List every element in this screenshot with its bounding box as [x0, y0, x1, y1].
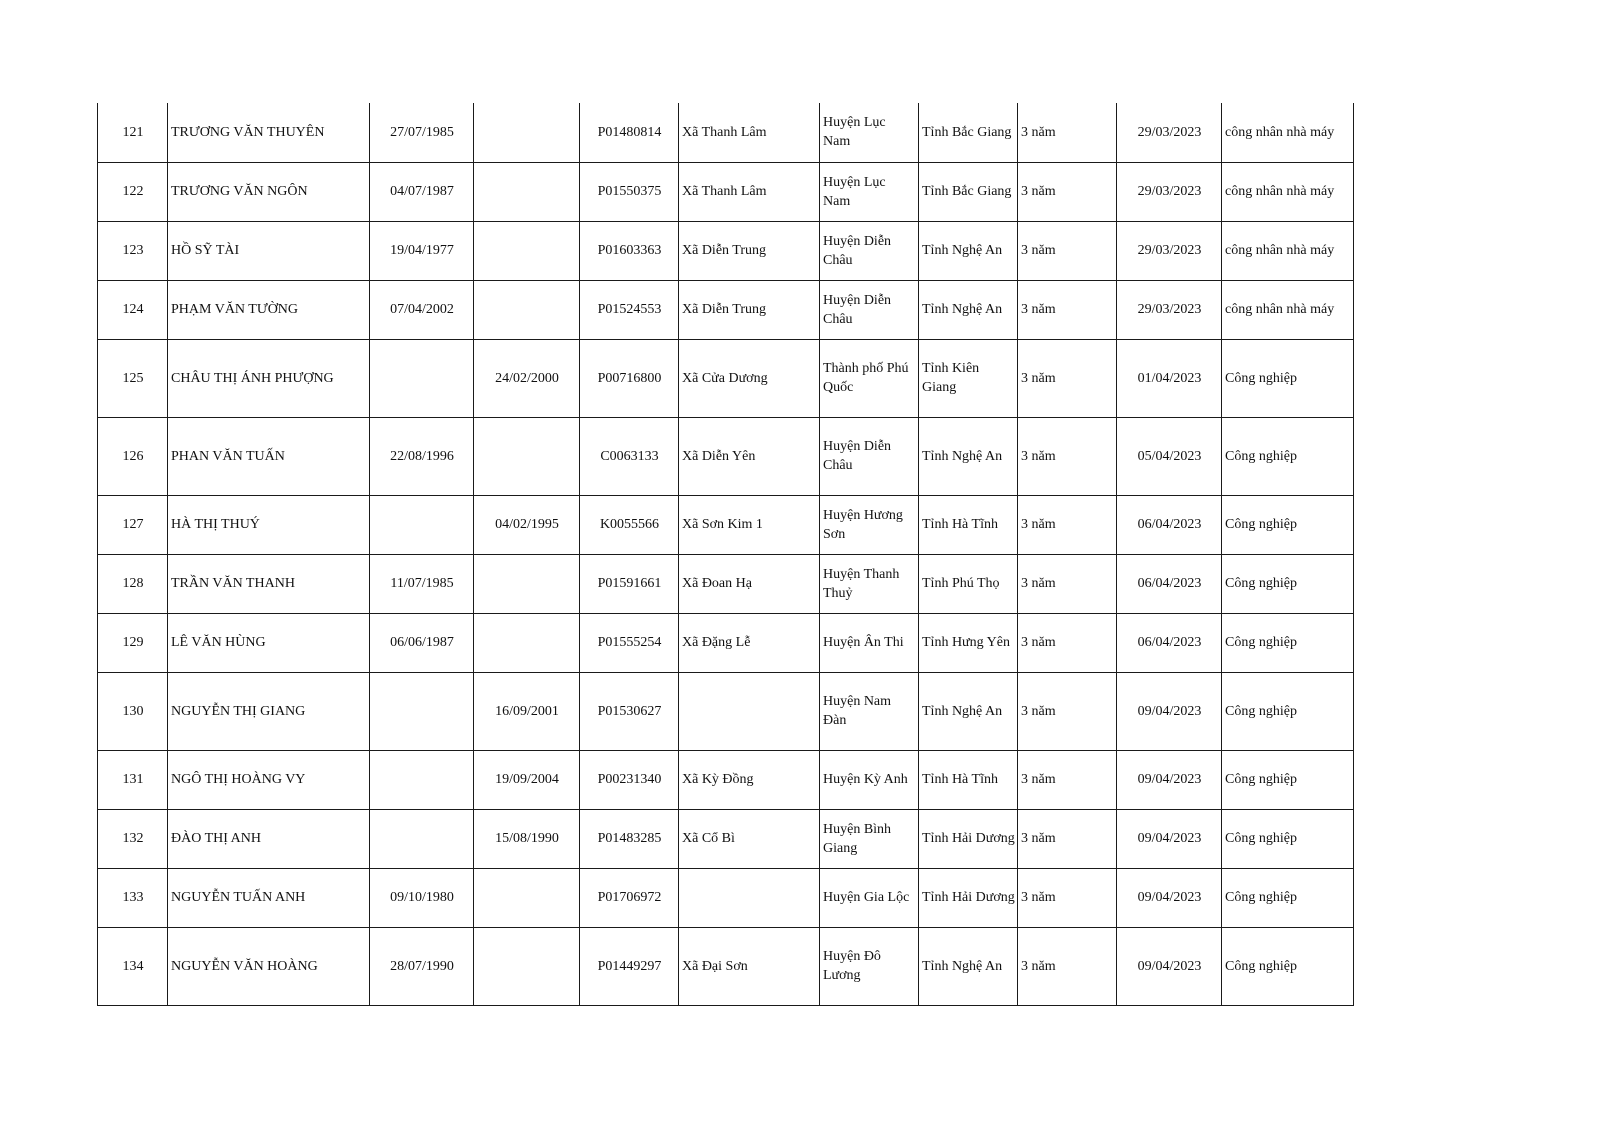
contract-duration: 3 năm: [1018, 103, 1117, 162]
table-row: [98, 554, 1354, 613]
worker-name: PHẠM VĂN TƯỜNG: [168, 280, 370, 339]
district: Huyện Thanh Thuỷ: [820, 554, 919, 613]
passport-number: P00716800: [580, 339, 679, 417]
row-number: 133: [98, 868, 168, 927]
passport-number: P01449297: [580, 927, 679, 1005]
passport-number: P01591661: [580, 554, 679, 613]
departure-date: 09/04/2023: [1117, 868, 1222, 927]
commune: Xã Đặng Lễ: [679, 613, 820, 672]
table-row: [98, 809, 1354, 868]
row-number: 134: [98, 927, 168, 1005]
passport-number: P01483285: [580, 809, 679, 868]
commune: Xã Đoan Hạ: [679, 554, 820, 613]
job-type: Công nghiệp: [1222, 750, 1354, 809]
birth-date-male: 07/04/2002: [370, 280, 474, 339]
contract-duration: 3 năm: [1018, 495, 1117, 554]
birth-date-female: [474, 417, 580, 495]
commune: Xã Thanh Lâm: [679, 162, 820, 221]
contract-duration: 3 năm: [1018, 809, 1117, 868]
birth-date-female: 16/09/2001: [474, 672, 580, 750]
province: Tỉnh Hà Tĩnh: [919, 750, 1018, 809]
district: Huyện Ân Thi: [820, 613, 919, 672]
passport-number: C0063133: [580, 417, 679, 495]
birth-date-female: 04/02/1995: [474, 495, 580, 554]
birth-date-male: 27/07/1985: [370, 103, 474, 162]
district: Huyện Hương Sơn: [820, 495, 919, 554]
commune: Xã Đại Sơn: [679, 927, 820, 1005]
row-number: 132: [98, 809, 168, 868]
worker-name: NGÔ THỊ HOÀNG VY: [168, 750, 370, 809]
contract-duration: 3 năm: [1018, 417, 1117, 495]
birth-date-female: [474, 103, 580, 162]
worker-name: LÊ VĂN HÙNG: [168, 613, 370, 672]
birth-date-female: 24/02/2000: [474, 339, 580, 417]
birth-date-male: 19/04/1977: [370, 221, 474, 280]
birth-date-female: 19/09/2004: [474, 750, 580, 809]
departure-date: 09/04/2023: [1117, 672, 1222, 750]
contract-duration: 3 năm: [1018, 280, 1117, 339]
passport-number: P01603363: [580, 221, 679, 280]
worker-name: ĐÀO THỊ ANH: [168, 809, 370, 868]
table-row: [98, 221, 1354, 280]
province: Tỉnh Nghệ An: [919, 927, 1018, 1005]
job-type: Công nghiệp: [1222, 554, 1354, 613]
table-row: [98, 162, 1354, 221]
job-type: Công nghiệp: [1222, 868, 1354, 927]
province: Tỉnh Bắc Giang: [919, 162, 1018, 221]
table-row: [98, 750, 1354, 809]
row-number: 121: [98, 103, 168, 162]
row-number: 130: [98, 672, 168, 750]
province: Tỉnh Nghệ An: [919, 417, 1018, 495]
contract-duration: 3 năm: [1018, 750, 1117, 809]
departure-date: 01/04/2023: [1117, 339, 1222, 417]
district: Huyện Kỳ Anh: [820, 750, 919, 809]
province: Tỉnh Nghệ An: [919, 221, 1018, 280]
job-type: công nhân nhà máy: [1222, 280, 1354, 339]
job-type: Công nghiệp: [1222, 495, 1354, 554]
contract-duration: 3 năm: [1018, 672, 1117, 750]
table-row: [98, 417, 1354, 495]
passport-number: P01530627: [580, 672, 679, 750]
contract-duration: 3 năm: [1018, 339, 1117, 417]
worker-name: NGUYỄN THỊ GIANG: [168, 672, 370, 750]
departure-date: 05/04/2023: [1117, 417, 1222, 495]
contract-duration: 3 năm: [1018, 613, 1117, 672]
birth-date-male: 11/07/1985: [370, 554, 474, 613]
province: Tỉnh Nghệ An: [919, 280, 1018, 339]
province: Tỉnh Kiên Giang: [919, 339, 1018, 417]
commune: Xã Kỳ Đồng: [679, 750, 820, 809]
row-number: 125: [98, 339, 168, 417]
province: Tỉnh Nghệ An: [919, 672, 1018, 750]
birth-date-male: 22/08/1996: [370, 417, 474, 495]
birth-date-male: [370, 809, 474, 868]
job-type: Công nghiệp: [1222, 809, 1354, 868]
district: Huyện Lục Nam: [820, 162, 919, 221]
commune: Xã Cửa Dương: [679, 339, 820, 417]
row-number: 127: [98, 495, 168, 554]
row-number: 131: [98, 750, 168, 809]
job-type: Công nghiệp: [1222, 672, 1354, 750]
birth-date-female: [474, 280, 580, 339]
departure-date: 29/03/2023: [1117, 103, 1222, 162]
district: Huyện Đô Lương: [820, 927, 919, 1005]
row-number: 128: [98, 554, 168, 613]
district: Huyện Diễn Châu: [820, 280, 919, 339]
birth-date-male: [370, 750, 474, 809]
province: Tỉnh Hải Dương: [919, 868, 1018, 927]
job-type: Công nghiệp: [1222, 613, 1354, 672]
job-type: công nhân nhà máy: [1222, 103, 1354, 162]
departure-date: 06/04/2023: [1117, 495, 1222, 554]
commune: Xã Diễn Trung: [679, 221, 820, 280]
birth-date-male: [370, 672, 474, 750]
departure-date: 06/04/2023: [1117, 613, 1222, 672]
worker-name: TRẦN VĂN THANH: [168, 554, 370, 613]
birth-date-female: [474, 927, 580, 1005]
job-type: công nhân nhà máy: [1222, 162, 1354, 221]
departure-date: 09/04/2023: [1117, 927, 1222, 1005]
contract-duration: 3 năm: [1018, 162, 1117, 221]
job-type: Công nghiệp: [1222, 417, 1354, 495]
district: Huyện Gia Lộc: [820, 868, 919, 927]
worker-name: HỒ SỸ TÀI: [168, 221, 370, 280]
passport-number: P01480814: [580, 103, 679, 162]
row-number: 122: [98, 162, 168, 221]
commune: [679, 868, 820, 927]
table-row: [98, 672, 1354, 750]
contract-duration: 3 năm: [1018, 927, 1117, 1005]
worker-name: PHAN VĂN TUẤN: [168, 417, 370, 495]
province: Tỉnh Bắc Giang: [919, 103, 1018, 162]
table-row: [98, 280, 1354, 339]
district: Huyện Diễn Châu: [820, 221, 919, 280]
district: Huyện Diễn Châu: [820, 417, 919, 495]
birth-date-male: 06/06/1987: [370, 613, 474, 672]
table-row: [98, 613, 1354, 672]
district: Huyện Bình Giang: [820, 809, 919, 868]
birth-date-male: 04/07/1987: [370, 162, 474, 221]
worker-name: HÀ THỊ THUÝ: [168, 495, 370, 554]
commune: Xã Diễn Yên: [679, 417, 820, 495]
birth-date-female: [474, 162, 580, 221]
birth-date-female: [474, 868, 580, 927]
row-number: 129: [98, 613, 168, 672]
table-row: [98, 927, 1354, 1005]
passport-number: P01555254: [580, 613, 679, 672]
province: Tỉnh Hưng Yên: [919, 613, 1018, 672]
province: Tỉnh Phú Thọ: [919, 554, 1018, 613]
table-row: [98, 103, 1354, 162]
birth-date-female: [474, 613, 580, 672]
worker-name: TRƯƠNG VĂN THUYÊN: [168, 103, 370, 162]
worker-name: NGUYỄN TUẤN ANH: [168, 868, 370, 927]
commune: Xã Thanh Lâm: [679, 103, 820, 162]
contract-duration: 3 năm: [1018, 868, 1117, 927]
row-number: 124: [98, 280, 168, 339]
departure-date: 06/04/2023: [1117, 554, 1222, 613]
commune: Xã Diễn Trung: [679, 280, 820, 339]
commune: Xã Cổ Bì: [679, 809, 820, 868]
birth-date-female: 15/08/1990: [474, 809, 580, 868]
worker-name: NGUYỄN VĂN HOÀNG: [168, 927, 370, 1005]
job-type: công nhân nhà máy: [1222, 221, 1354, 280]
district: Huyện Nam Đàn: [820, 672, 919, 750]
contract-duration: 3 năm: [1018, 554, 1117, 613]
table-row: [98, 868, 1354, 927]
row-number: 126: [98, 417, 168, 495]
row-number: 123: [98, 221, 168, 280]
province: Tỉnh Hải Dương: [919, 809, 1018, 868]
table-row: [98, 339, 1354, 417]
worker-roster-table: [97, 103, 1354, 1006]
job-type: Công nghiệp: [1222, 339, 1354, 417]
passport-number: P01524553: [580, 280, 679, 339]
birth-date-male: [370, 495, 474, 554]
birth-date-male: 28/07/1990: [370, 927, 474, 1005]
departure-date: 09/04/2023: [1117, 750, 1222, 809]
passport-number: K0055566: [580, 495, 679, 554]
worker-name: TRƯƠNG VĂN NGÔN: [168, 162, 370, 221]
birth-date-male: 09/10/1980: [370, 868, 474, 927]
district: Huyện Lục Nam: [820, 103, 919, 162]
job-type: Công nghiệp: [1222, 927, 1354, 1005]
departure-date: 29/03/2023: [1117, 280, 1222, 339]
contract-duration: 3 năm: [1018, 221, 1117, 280]
passport-number: P01706972: [580, 868, 679, 927]
departure-date: 09/04/2023: [1117, 809, 1222, 868]
passport-number: P01550375: [580, 162, 679, 221]
passport-number: P00231340: [580, 750, 679, 809]
birth-date-female: [474, 221, 580, 280]
departure-date: 29/03/2023: [1117, 162, 1222, 221]
commune: [679, 672, 820, 750]
departure-date: 29/03/2023: [1117, 221, 1222, 280]
table-row: [98, 495, 1354, 554]
district: Thành phố Phú Quốc: [820, 339, 919, 417]
birth-date-male: [370, 339, 474, 417]
commune: Xã Sơn Kim 1: [679, 495, 820, 554]
province: Tỉnh Hà Tĩnh: [919, 495, 1018, 554]
birth-date-female: [474, 554, 580, 613]
worker-name: CHÂU THỊ ÁNH PHƯỢNG: [168, 339, 370, 417]
